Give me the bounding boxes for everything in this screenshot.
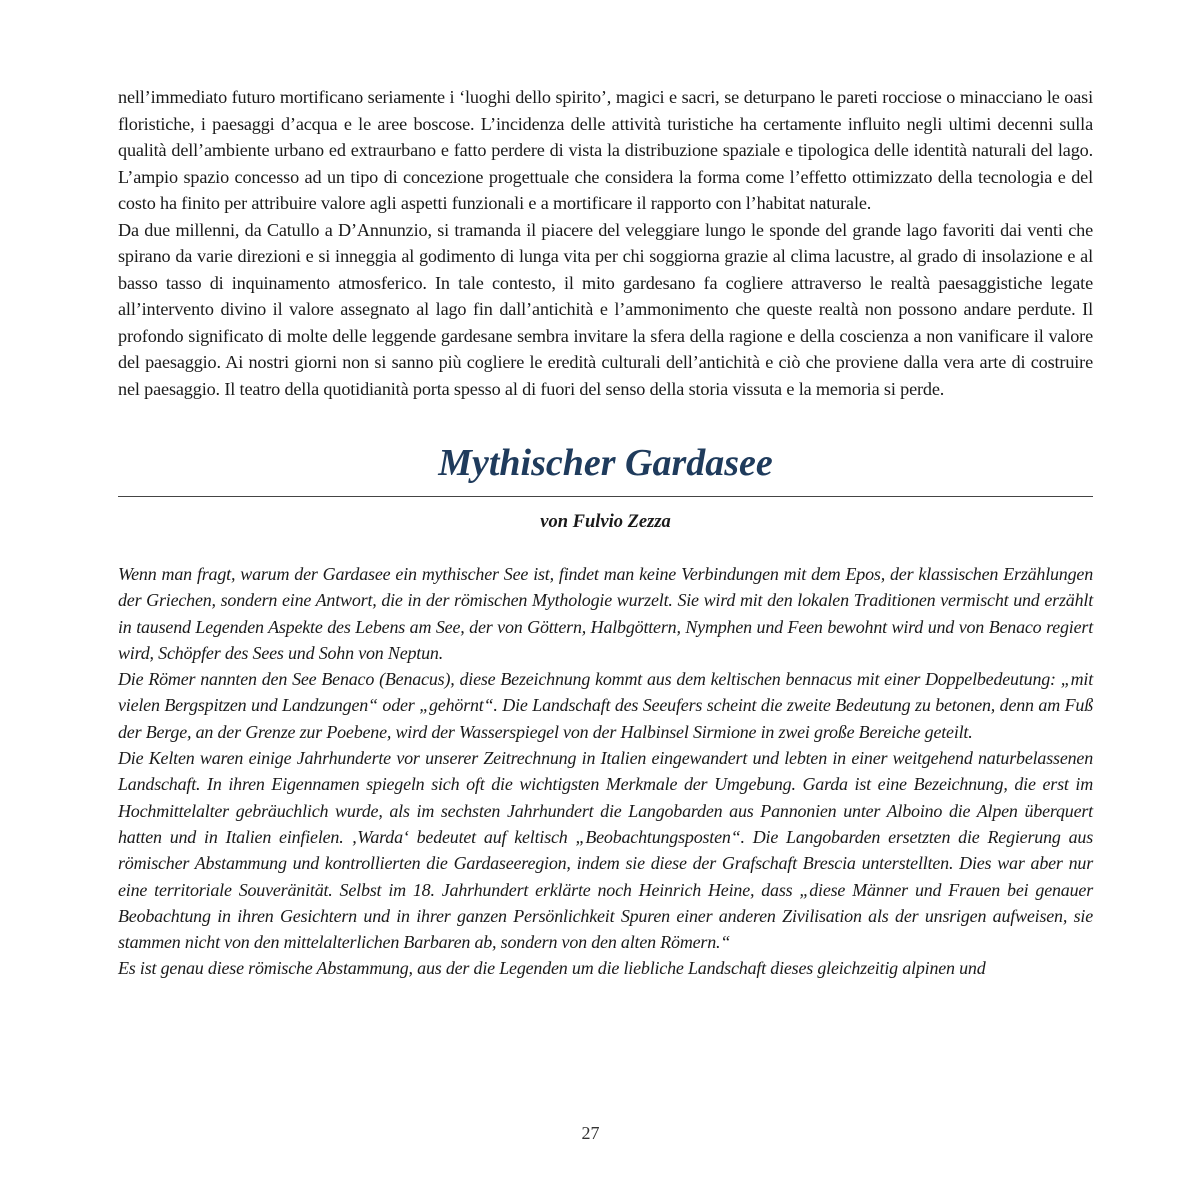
german-paragraph-3: Die Kelten waren einige Jahrhunderte vor unserer Zeitrechnung in Italien eingewandert und lebten in einer weitgehend naturbelassenen Landschaft. In ihren Eigennamen spiegeln sich oft die wichtigsten Merkmale der Umgebung. Garda ist eine Bezeichnung, die erst im Hochmittelalter gebräuchlich wurde, als im sechsten Jahrhundert die Langobarden aus Pannonien unter Alboino die Alpen überquert hatten und in Italien einfielen. ‚Warda‘ bedeutet auf keltisch „Beobachtungsposten“. Die Langobarden ersetzten die Regierung aus römischer Abstammung und kontrollierten die Gardaseeregion, indem sie diese der Grafschaft Brescia unterstellten. Dies war aber nur eine territoriale Souveränität. Selbst im 18. Jahrhundert erklärte noch Heinrich Heine, dass „diese Männer und Frauen bei genauer Beobachtung in ihren Gesichtern und in ihrer ganzen Persönlichkeit Spuren einer anderen Zivilisation als der unsrigen aufweisen, sie stammen nicht von den mittelalterlichen Barbaren ab, sondern von den alten Römern.“ xyxy=(118,748,1093,953)
german-paragraph-4: Es ist genau diese römische Abstammung, aus der die Legenden um die liebliche Landschaft dieses gleichzeitig alpinen und xyxy=(118,958,986,979)
italian-paragraph-2: Da due millenni, da Catullo a D’Annunzio, si tramanda il piacere del veleggiare lungo le sponde del grande lago favoriti dai venti che spirano da varie direzioni e si inneggia al godimento di lunga vita per chi soggiorna grazie al clima lacustre, al grado di insolazione e al basso tasso di inquinamento atmosferico. In tale contesto, il mito gardesano fa cogliere attraverso le realtà paesaggistiche legate all’intervento divino il valore assegnato al lago fin dall’antichità e l’ammonimento che queste realtà non possono andare perdute. Il profondo significato di molte delle leggende gardesane sembra invitare la sfera della ragione e della coscienza a non vanificare il valore del paesaggio. Ai nostri giorni non si sanno più cogliere le eredità culturali dell’antichità e ciò che proviene dalla vera arte di costruire nel paesaggio. Il teatro della quotidianità porta spesso al di fuori del senso della storia vissuta e la memoria si perde. xyxy=(118,219,1093,399)
german-text-block xyxy=(118,561,1093,982)
page-content xyxy=(118,84,1093,982)
italian-paragraph-1: nell’immediato futuro mortificano seriamente i ‘luoghi dello spirito’, magici e sacri, se deturpano le pareti rocciose o minacciano le oasi floristiche, i paesaggi d’acqua e le aree boscose. L’incidenza delle attività turistiche ha certamente influito negli ultimi decenni sulla qualità dell’ambiente urbano ed extraurbano e fatto perdere di vista la distribuzione spaziale e tipologica delle identità naturali del lago. L’ampio spazio concesso ad un tipo di concezione progettuale che considera la forma come l’effetto ottimizzato della tecnologia e del costo ha finito per attribuire valore agli aspetti funzionali e a mortificare il rapporto con l’habitat naturale. xyxy=(118,87,1093,213)
title-divider xyxy=(118,496,1093,497)
section-title: Mythischer Gardasee xyxy=(438,442,773,484)
author-byline: von Fulvio Zezza xyxy=(540,512,671,532)
german-paragraph-1: Wenn man fragt, warum der Gardasee ein mythischer See ist, findet man keine Verbindungen mit dem Epos, der klassischen Erzählungen der Griechen, sondern eine Antwort, die in der römischen Mythologie wurzelt. Sie wird mit den lokalen Traditionen vermischt und erzählt in tausend Legenden Aspekte des Lebens am See, der von Göttern, Halbgöttern, Nymphen und Feen bewohnt wird und von Benaco regiert wird, Schöpfer des Sees und Sohn von Neptun. xyxy=(118,564,1093,663)
german-paragraph-2: Die Römer nannten den See Benaco (Benacus), diese Bezeichnung kommt aus dem keltischen bennacus mit einer Doppelbedeutung: „mit vielen Bergspitzen und Landzungen“ oder „gehörnt“. Die Landschaft des Seeufers scheint die zweite Bedeutung zu betonen, denn am Fuß der Berge, an der Grenze zur Poebene, wird der Wasserspiegel von der Halbinsel Sirmione in zwei große Bereiche geteilt. xyxy=(118,669,1093,742)
italian-text-block xyxy=(118,84,1093,402)
page-number: 27 xyxy=(581,1123,600,1143)
